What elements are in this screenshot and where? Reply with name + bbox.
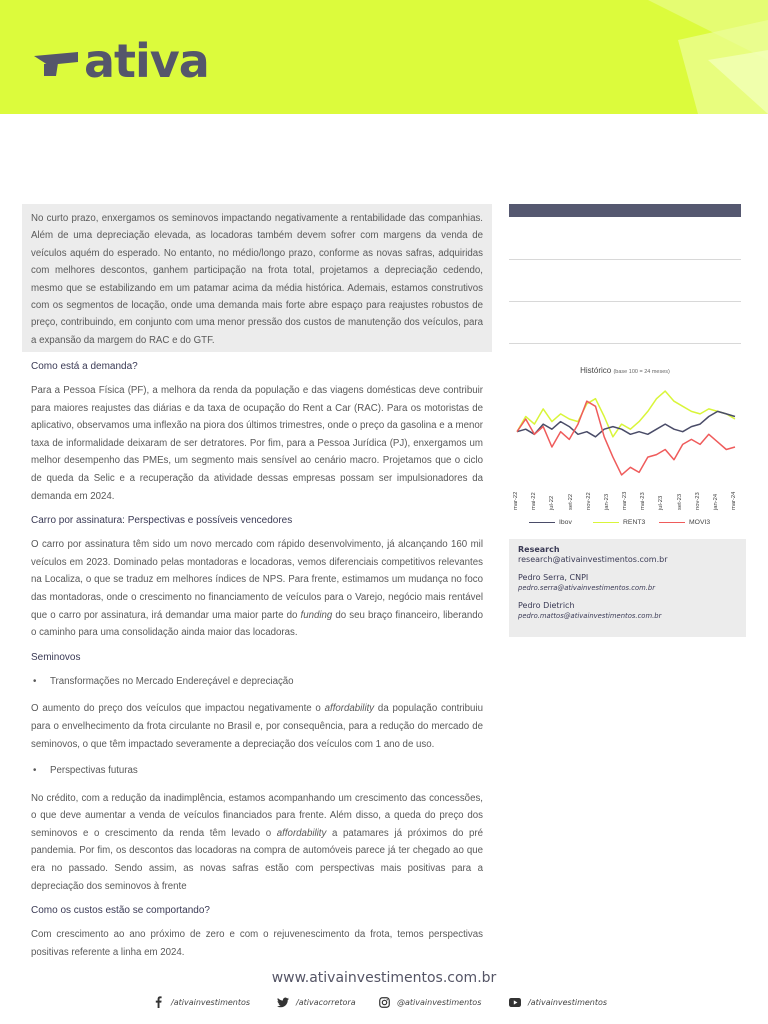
facebook-icon	[152, 996, 164, 1008]
legend-swatch	[659, 522, 685, 524]
decorative-shapes	[528, 0, 768, 114]
summary-box: No curto prazo, enxergamos os seminovos impactando negativamente a rentabilidade das companhias. Além de uma depreciação elevada, as locadoras também devem sofrer com margens da venda de veículos aquém do esperado. No entanto, no médio/longo prazo, conforme as novas safras, adquiridas com melhores descontos, ganhem participação na frota total, projetamos a depreciação cedendo, mesmo que se estabilizando em um patamar acima da média histórica. Ademais, estamos construtivos com os segmentos de locação, onde uma demanda mais forte abre espaço para reajustes robustos de preço, contribuindo, em conjunto com uma menor pressão dos custos de manutenção dos veículos, para a expansão da margem do RAC e do GTF.	[22, 204, 492, 352]
history-chart	[509, 362, 741, 532]
legend-item-movi3	[659, 519, 710, 526]
legend-label: RENT3	[623, 519, 646, 526]
x-tick-label: jul-23	[658, 495, 665, 510]
x-tick-label: jan-24	[712, 493, 719, 510]
header-banner	[0, 0, 768, 114]
analyst-email[interactable]: pedro.serra@ativainvestimentos.com.br	[518, 584, 656, 592]
chart-subtitle: (base 100 = 24 meses)	[613, 369, 670, 375]
chart-title-text: Histórico	[580, 366, 612, 375]
social-links	[0, 996, 768, 1012]
paragraph: Com crescimento ao ano próximo de zero e com o rejuvenescimento da frota, temos perspectivas positivas referente a linha em 2024.	[31, 929, 483, 958]
paragraph: O carro por assinatura têm sido um novo mercado com rápido desenvolvimento, já alcançando 160 mil veículos em 2023. Dominado pelas montadoras e locadoras, vemos diferenciais competitivos relevantes na Localiza, o que se traduz em melhores índices de NPS. Para frente, estimamos um mudança no foco das montadoras, onde o crescimento no financiamento de veículos para o Varejo, negócio mais rentável que o carro por assinatura, irá demandar uma maior parte do funding do seu braço financeiro, liberando o caminho para uma consolidação ainda maior das locadoras.	[31, 539, 484, 639]
section-heading: Carro por assinatura: Perspectivas e possíveis vencedores	[31, 515, 293, 527]
legend-label: MOVI3	[689, 519, 711, 526]
bullet-item: • Transformações no Mercado Endereçável e depreciação	[33, 675, 294, 687]
x-tick-label: mar-24	[731, 491, 737, 510]
social-instagram-link[interactable]: @ativainvestimentos	[378, 996, 481, 1008]
sidebar-divider	[509, 301, 741, 302]
ativa-logo	[34, 36, 209, 86]
legend-label: Ibov	[559, 519, 572, 526]
legend-item-rent3	[593, 519, 645, 526]
social-twitter-link[interactable]: /ativacorretora	[277, 996, 356, 1008]
section-heading: Seminovos	[31, 651, 81, 663]
twitter-icon	[277, 996, 289, 1008]
x-tick-label: nov-23	[694, 492, 701, 510]
research-email[interactable]: research@ativainvestimentos.com.br	[518, 555, 668, 564]
sidebar-divider	[509, 259, 741, 260]
footer-website-link[interactable]: www.ativainvestimentos.com.br	[271, 970, 497, 986]
x-tick-label: mar-22	[513, 491, 519, 510]
x-tick-label: set-22	[567, 493, 574, 510]
x-tick-label: nov-22	[585, 492, 592, 510]
x-tick-label: mai-23	[640, 492, 647, 510]
sidebar-divider	[509, 343, 741, 344]
analyst-name: Pedro Serra, CNPI	[518, 573, 589, 582]
instagram-icon	[378, 996, 390, 1008]
x-tick-label: mai-22	[531, 492, 538, 510]
analyst-name: Pedro Dietrich	[518, 601, 575, 610]
section-heading: Como está a demanda?	[31, 361, 138, 372]
paragraph: Para a Pessoa Física (PF), a melhora da renda da população e das viagens domésticas deve contribuir para maiores reajustes das diárias e da taxa de ocupação do Rent a Car (RAC). Para os motoristas de aplicativo, observamos uma inflexão na piora dos últimos trimestres, onde o preço da gasolina e a menor taxa de informalidade deixaram de ser detratores. Por fim, para a Pessoa Jurídica (PJ), enxergamos um melhor desempenho das PMEs, um segmento mais sensível ao cenário macro. Projetamos que o ciclo de queda da Selic e a recuperação da atividade dessas empresas possam ser impulsionadores da demanda em 2024.	[31, 385, 483, 502]
research-title: Research	[518, 545, 560, 554]
legend-item-ibov	[529, 519, 572, 526]
x-tick-label: jul-22	[549, 495, 556, 510]
section-heading: Como os custos estão se comportando?	[31, 905, 210, 917]
series-line-rent3	[517, 391, 735, 437]
social-facebook-link[interactable]: /ativainvestimentos	[152, 996, 250, 1008]
legend-swatch	[529, 522, 555, 524]
sidebar-header-bar	[509, 204, 741, 217]
social-youtube-link[interactable]: /ativainvestimentos	[509, 996, 607, 1008]
paragraph: O aumento do preço dos veículos que impactou negativamente o affordability da população contribuiu para o envelhecimento da frota circulante no Brasil e, por consequência, para a redução do mercado de seminovos, o que têm impactado severamente a depreciação dos veículos com 1 ano de uso.	[31, 703, 483, 750]
x-tick-label: set-23	[676, 493, 683, 510]
x-tick-label: mar-23	[622, 491, 628, 510]
logo-mark-icon	[34, 46, 78, 76]
analyst-email[interactable]: pedro.mattos@ativainvestimentos.com.br	[518, 612, 662, 620]
series-line-ibov	[517, 411, 735, 436]
paragraph: No crédito, com a redução da inadimplência, estamos acompanhando um crescimento das concessões, o que deve aumentar a venda de veículos financiados para frente. Além disso, a queda do preço dos seminovos e o crescimento da renda têm levado o affordability a patamares já próximos do pré pandemia. Por fim, os descontos das locadoras na compra de automóveis parece já ter chegado ao que era no passado. Sendo assim, as novas safras estão com perspectivas mais positivas para a depreciação dos seminovos à frente	[31, 792, 483, 892]
bullet-item: • Perspectivas futuras	[33, 765, 138, 777]
youtube-icon	[509, 996, 521, 1008]
main-content	[31, 358, 483, 970]
research-contact-box	[509, 539, 746, 637]
x-tick-label: jan-23	[603, 493, 610, 510]
legend-swatch	[593, 522, 619, 524]
logo-wordmark: ativa	[84, 34, 209, 88]
chart-legend	[509, 519, 741, 529]
